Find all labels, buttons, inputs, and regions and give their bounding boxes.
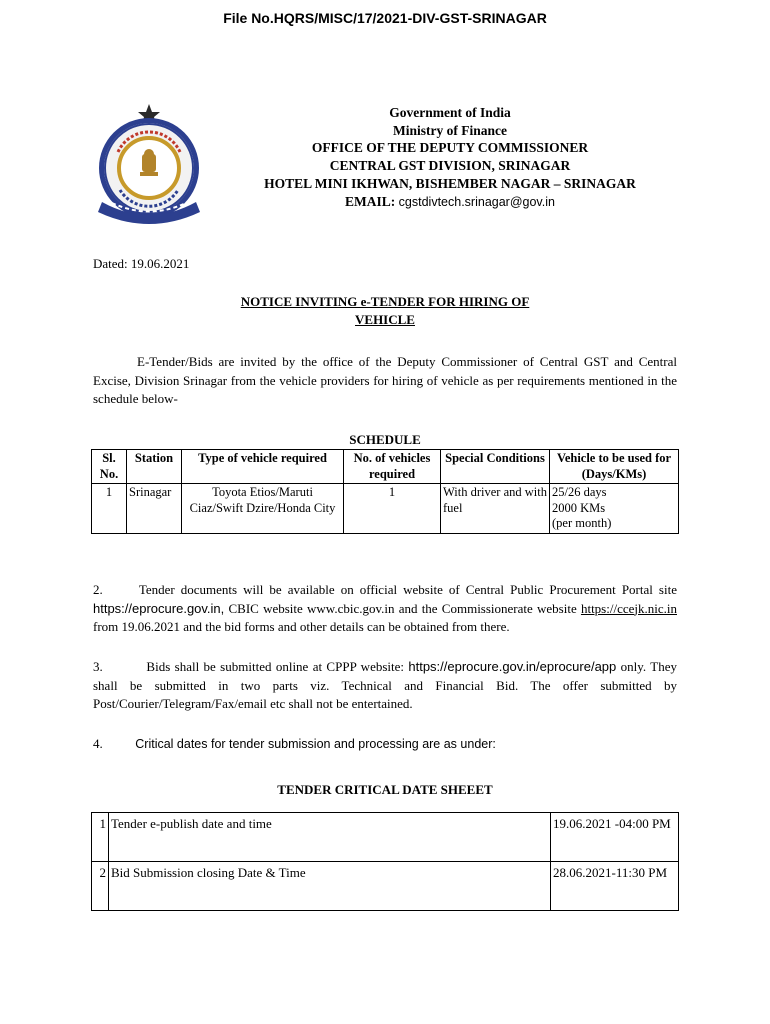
cell-vehicle-type: Toyota Etios/Maruti Ciaz/Swift Dzire/Honda City — [182, 484, 344, 534]
header-ministry: Ministry of Finance — [393, 123, 507, 138]
paragraph-2 — [93, 581, 677, 637]
para4-text: Critical dates for tender submission and processing are as under: — [135, 737, 496, 751]
header-govt: Government of India — [389, 105, 511, 120]
email-label: EMAIL: — [345, 194, 396, 209]
notice-title-line1: NOTICE INVITING e-TENDER FOR HIRING OF — [240, 294, 530, 309]
ccejk-link[interactable]: https://ccejk.nic.in — [580, 600, 677, 616]
intro-paragraph: E-Tender/Bids are invited by the office of the Deputy Commissioner of Central GST and Central Excise, Division Srinagar from the vehicle providers for hiring of vehicle as per requirements mentioned in the schedule below- — [93, 354, 677, 406]
notice-title — [200, 293, 570, 329]
col-conditions: Special Conditions — [441, 450, 550, 484]
cppp-link[interactable]: https://eprocure.gov.in/eprocure/app — [408, 659, 617, 674]
eprocure-link[interactable]: https://eprocure.gov.in, — [93, 600, 225, 616]
paragraph-4 — [93, 735, 677, 754]
col-count: No. of vehicles required — [344, 450, 441, 484]
crit-label: Tender e-publish date and time — [109, 813, 551, 862]
crit-value: 28.06.2021-11:30 PM — [551, 862, 679, 911]
para2-text-b: CBIC website www.cbic.gov.in and the Commissionerate website — [224, 600, 581, 616]
table-row — [92, 484, 679, 534]
cell-usage — [550, 484, 679, 534]
para2-number: 2. — [93, 582, 103, 597]
critical-date-title: TENDER CRITICAL DATE SHEEET — [277, 782, 493, 797]
file-number: File No.HQRS/MISC/17/2021-DIV-GST-SRINAGAR — [223, 10, 547, 26]
paragraph-3 — [93, 658, 677, 714]
header-email — [250, 193, 650, 211]
cell-sl: 1 — [92, 484, 127, 534]
header-address: HOTEL MINI IKHWAN, BISHEMBER NAGAR – SRINAGAR — [264, 176, 636, 191]
schedule-title: SCHEDULE — [349, 432, 421, 447]
col-sl: Sl. No. — [92, 450, 127, 484]
notice-title-line2: VEHICLE — [355, 312, 415, 327]
col-vehicle-type: Type of vehicle required — [182, 450, 344, 484]
email-value[interactable]: cgstdivtech.srinagar@gov.in — [398, 195, 555, 209]
crit-value: 19.06.2021 -04:00 PM — [551, 813, 679, 862]
table-row — [92, 862, 679, 911]
para3-text-a: Bids shall be submitted online at CPPP website: — [146, 659, 409, 674]
header-division: CENTRAL GST DIVISION, SRINAGAR — [329, 158, 571, 173]
para3-text-b: only. They shall be submitted in two parts viz. Technical and Financial Bid. The offer submitted by Post/Courier/Telegram/Fax/email etc shall not be entertained. — [93, 659, 677, 711]
cell-count: 1 — [344, 484, 441, 534]
col-usage: Vehicle to be used for (Days/KMs) — [550, 450, 679, 484]
header-office: OFFICE OF THE DEPUTY COMMISSIONER — [311, 140, 589, 155]
dated-text: Dated: 19.06.2021 — [93, 256, 190, 271]
para4-number: 4. — [93, 736, 103, 751]
para2-text-c: from 19.06.2021 and the bid forms and other details can be obtained from there. — [93, 619, 510, 634]
usage-days: 25/26 days — [552, 485, 607, 499]
cell-conditions: With driver and with fuel — [441, 484, 550, 534]
cbic-emblem-logo — [88, 102, 210, 224]
cell-station: Srinagar — [127, 484, 182, 534]
table-row — [92, 813, 679, 862]
col-station: Station — [127, 450, 182, 484]
schedule-table — [91, 449, 679, 534]
usage-kms: 2000 KMs — [552, 500, 606, 515]
usage-period: (per month) — [552, 516, 612, 530]
crit-num: 2 — [92, 862, 109, 911]
para3-number: 3. — [93, 659, 103, 674]
crit-num: 1 — [92, 813, 109, 862]
para2-text-a: Tender documents will be available on official website of Central Public Procurement Portal site — [138, 582, 677, 597]
critical-date-table — [91, 812, 679, 911]
schedule-header-row — [92, 450, 679, 484]
crit-label: Bid Submission closing Date & Time — [109, 862, 551, 911]
